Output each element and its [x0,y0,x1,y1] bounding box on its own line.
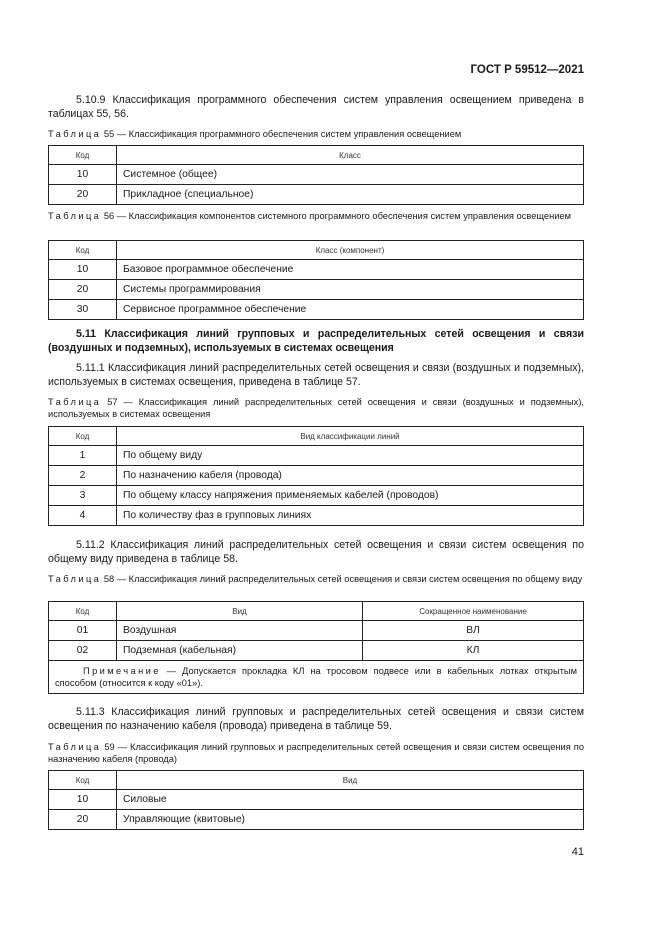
cell-code: 3 [49,486,117,506]
table-row [49,165,584,185]
table-header-row [49,241,584,260]
table-header-row [49,427,584,446]
table-row [49,300,584,320]
table-row [49,185,584,205]
table-row [49,486,584,506]
cell-code: 20 [49,280,117,300]
header-code: Код [49,602,117,621]
table-56-caption: Таблица 56 — Классификация компонентов системного программного обеспечения систем управления освещением [48,211,571,221]
cell-class: Системы программирования [117,280,584,300]
cell-type: Управляющие (квитовые) [117,810,584,830]
cell-class: Системное (общее) [117,165,584,185]
cell-type: Подземная (кабельная) [117,641,363,661]
cell-code: 2 [49,466,117,486]
header-type: Вид [117,602,363,621]
cell-code: 4 [49,506,117,526]
paragraph-5-11-2: 5.11.2 Классификация линий распределительных сетей освещения и связи систем освещения по общему виду приведена в таблице 58. [48,539,584,565]
header-class: Класс [117,146,584,165]
header-abbreviation: Сокращенное наименование [363,602,584,621]
cell-abbreviation: КЛ [363,641,584,661]
cell-type: По общему виду [117,446,584,466]
table-header-row [49,771,584,790]
table-57-caption: Таблица 57 — Классификация линий распределительных сетей освещения и связи (воздушных и подземных), используемых в системах освещения [48,397,584,419]
cell-class: Прикладное (специальное) [117,185,584,205]
cell-type: Воздушная [117,621,363,641]
table-note-row [49,661,584,694]
table-row [49,506,584,526]
paragraph-5-11-1: 5.11.1 Классификация линий распределительных сетей освещения и связи (воздушных и подземных), используемых в системах освещения, приведена в таблице 57. [48,362,584,388]
table-row [49,446,584,466]
header-line-type: Вид классификации линий [117,427,584,446]
header-type: Вид [117,771,584,790]
table-row [49,260,584,280]
cell-code: 02 [49,641,117,661]
paragraph-5-10-9: 5.10.9 Классификация программного обеспечения систем управления освещением приведена в таблицах 55, 56. [48,94,584,120]
table-58 [48,601,584,694]
table-55 [48,145,584,205]
table-57 [48,426,584,526]
table-59-caption: Таблица 59 — Классификация линий групповых и распределительных сетей освещения и связи систем освещения по назначению кабеля (провода) [48,742,584,764]
table-note [49,661,584,694]
cell-code: 10 [49,260,117,280]
cell-class: Базовое программное обеспечение [117,260,584,280]
page-number: 41 [571,846,584,858]
cell-code: 20 [49,185,117,205]
table-59 [48,770,584,830]
header-code: Код [49,241,117,260]
table-row [49,641,584,661]
cell-code: 30 [49,300,117,320]
header-code: Код [49,427,117,446]
cell-code: 1 [49,446,117,466]
cell-abbreviation: ВЛ [363,621,584,641]
note-label: Примечание [83,666,161,676]
table-row [49,280,584,300]
table-56 [48,240,584,320]
table-55-caption: Таблица 55 — Классификация программного обеспечения систем управления освещением [48,129,462,139]
cell-code: 10 [49,165,117,185]
cell-type: По количеству фаз в групповых линиях [117,506,584,526]
cell-type: По общему классу напряжения применяемых кабелей (проводов) [117,486,584,506]
cell-type: Силовые [117,790,584,810]
cell-type: По назначению кабеля (провода) [117,466,584,486]
cell-class: Сервисное программное обеспечение [117,300,584,320]
table-row [49,621,584,641]
paragraph-5-11-3: 5.11.3 Классификация линий групповых и распределительных сетей освещения и связи систем освещения по назначению кабеля (провода) приведена в таблице 59. [48,706,584,732]
document-number: ГОСТ Р 59512—2021 [470,64,584,76]
cell-code: 20 [49,810,117,830]
header-code: Код [49,146,117,165]
cell-code: 10 [49,790,117,810]
table-row [49,790,584,810]
table-58-caption: Таблица 58 — Классификация линий распределительных сетей освещения и связи систем освещения по общему виду [48,574,583,584]
table-row [49,466,584,486]
table-header-row [49,146,584,165]
header-code: Код [49,771,117,790]
header-class-component: Класс (компонент) [117,241,584,260]
table-header-row [49,602,584,621]
note-text: — Допускается прокладка КЛ на тросовом подвесе или в кабельных лотках открытым способом (относится к коду «01»). [55,666,577,688]
cell-code: 01 [49,621,117,641]
table-row [49,810,584,830]
section-heading-5-11: 5.11 Классификация линий групповых и распределительных сетей освещения и связи (воздушных и подземных), используемых в системах освещения [48,328,584,354]
